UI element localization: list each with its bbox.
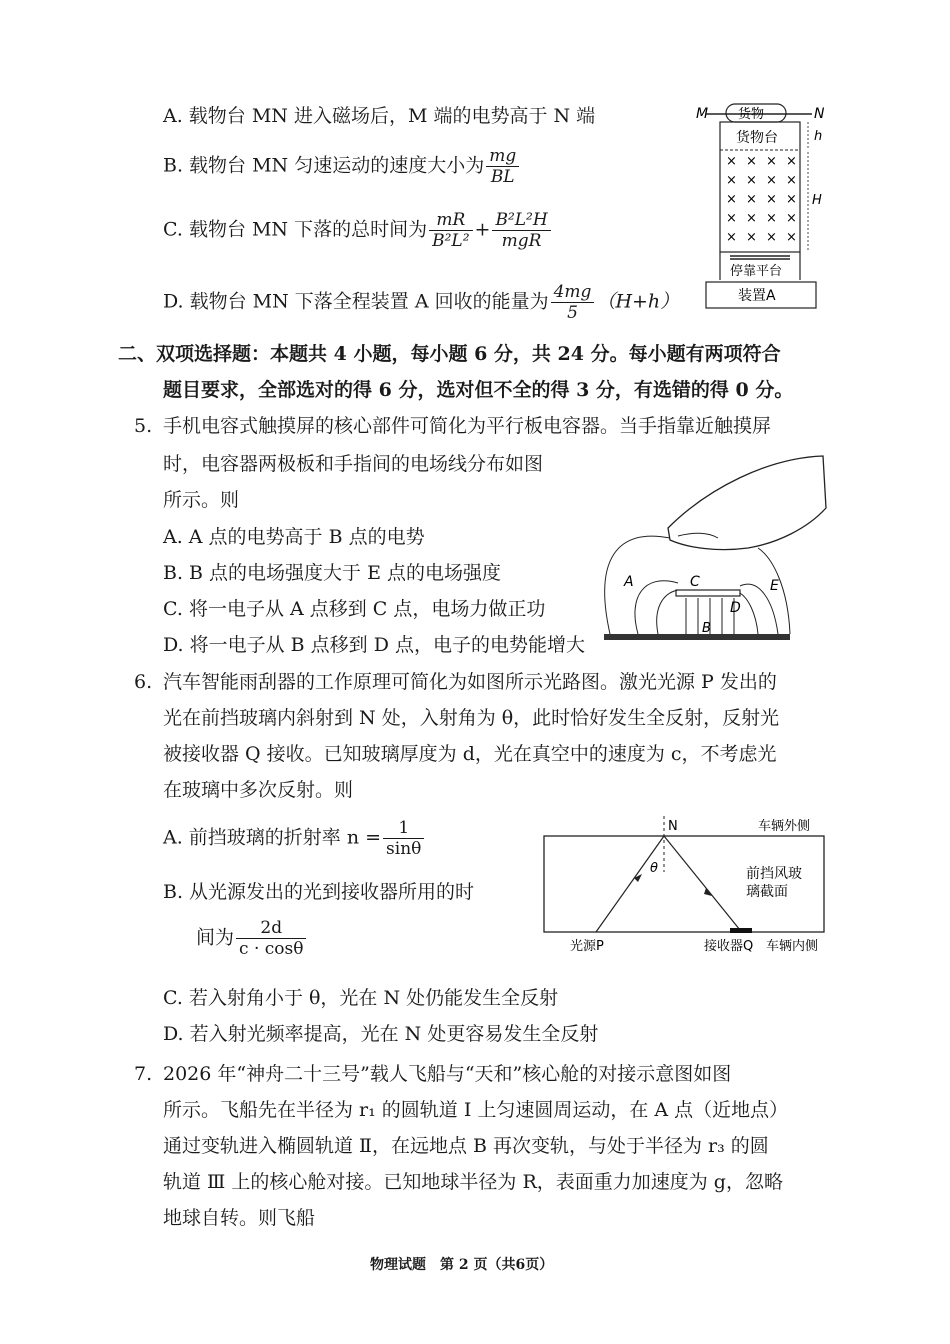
q4-lift-diagram	[690, 100, 830, 315]
q4-option-d-fraction	[551, 282, 595, 323]
field-cross: ×	[766, 211, 777, 226]
q4-option-c-text: C. 载物台 MN 下落的总时间为	[163, 218, 428, 241]
field-cross: ×	[786, 192, 797, 207]
field-cross: ×	[746, 173, 757, 188]
q5-number: 5.	[134, 415, 153, 437]
label-n: N	[668, 819, 678, 834]
field-line	[740, 593, 758, 634]
q6-stem-line-4: 在玻璃中多次反射。则	[163, 779, 354, 801]
point-b-label: B	[702, 621, 711, 636]
cargo-label: 货物	[738, 107, 765, 122]
label-big-h: H	[812, 193, 822, 208]
field-cross: ×	[726, 211, 737, 226]
q6-option-a-text: A. 前挡玻璃的折射率 n =	[163, 826, 382, 849]
field-line	[657, 590, 678, 634]
q6-stem-line-2: 光在前挡玻璃内斜射到 N 处，入射角为 θ，此时恰好发生全反射，反射光	[163, 707, 780, 729]
q7-stem-line-4: 轨道 Ⅲ 上的核心舱对接。已知地球半径为 R，表面重力加速度为 g，忽略	[163, 1171, 783, 1193]
q6-stem-line-1: 汽车智能雨刮器的工作原理可简化为如图所示光路图。激光光源 P 发出的	[163, 671, 777, 693]
point-a-label: A	[624, 574, 634, 590]
label-h: h	[814, 129, 823, 144]
q7-stem-line-1: 2026 年“神舟二十三号”载人飞船与“天和”核心舱的对接示意图如图	[163, 1063, 732, 1085]
q4-option-d-suffix: （H+h）	[596, 290, 680, 313]
q6-option-b-text: 间为	[196, 926, 235, 949]
source-p-label: 光源P	[570, 939, 604, 954]
q6-option-d: D. 若入射光频率提高，光在 N 处更容易发生全反射	[163, 1023, 599, 1045]
q5-option-d: D. 将一电子从 B 点移到 D 点，电子的电势能增大	[163, 634, 585, 656]
q4-option-b-fraction	[486, 146, 519, 187]
section-2-header-line-1: 二、双项选择题：本题共 4 小题，每小题 6 分，共 24 分。每小题有两项符合	[118, 343, 781, 365]
q6-option-c: C. 若入射角小于 θ，光在 N 处仍能发生全反射	[163, 987, 559, 1009]
reflected-ray	[664, 836, 740, 930]
q6-option-b-line-1: B. 从光源发出的光到接收器所用的时	[163, 881, 475, 903]
fraction-numerator: 4mg	[551, 282, 595, 303]
dock-label: 停靠平台	[730, 264, 783, 279]
finger-outline	[668, 456, 826, 550]
q5-touchscreen-field-diagram	[598, 448, 830, 668]
section-2-header-line-2: 题目要求，全部选对的得 6 分，选对但不全的得 3 分，有选错的得 0 分。	[163, 379, 794, 401]
field-cross: ×	[746, 154, 757, 169]
field-cross: ×	[766, 192, 777, 207]
q4-option-d-text: D. 载物台 MN 下落全程装置 A 回收的能量为	[163, 290, 549, 313]
fraction-denominator: BL	[490, 167, 515, 187]
q4-option-c-fraction-2	[492, 210, 550, 251]
receiver-q-label: 接收器Q	[704, 939, 754, 954]
field-cross: ×	[786, 230, 797, 245]
fraction-denominator: c · cosθ	[239, 939, 304, 959]
q4-option-a: A. 载物台 MN 进入磁场后，M 端的电势高于 N 端	[163, 105, 596, 127]
field-cross: ×	[726, 230, 737, 245]
top-plate	[676, 590, 740, 596]
q5-stem-line-3: 所示。则	[163, 489, 240, 511]
q4-option-b-text: B. 载物台 MN 匀速运动的速度大小为	[163, 154, 485, 177]
q5-option-c: C. 将一电子从 A 点移到 C 点，电场力做正功	[163, 598, 546, 620]
fraction-numerator: 1	[383, 818, 424, 839]
fraction-denominator: sinθ	[386, 839, 422, 859]
incident-arrow-icon	[634, 874, 642, 882]
bottom-plate	[604, 634, 790, 640]
magnetic-field-crosses	[726, 154, 797, 245]
reflected-arrow-icon	[704, 888, 712, 896]
q6-option-b-line-2	[196, 918, 308, 959]
field-cross: ×	[746, 230, 757, 245]
field-cross: ×	[726, 192, 737, 207]
q7-stem-line-3: 通过变轨进入椭圆轨道 Ⅱ，在远地点 B 再次变轨，与处于半径为 r₃ 的圆	[163, 1135, 769, 1157]
field-cross: ×	[786, 211, 797, 226]
q6-stem-line-3: 被接收器 Q 接收。已知玻璃厚度为 d，光在真空中的速度为 c，不考虑光	[163, 743, 777, 765]
fraction-numerator: mR	[429, 210, 472, 231]
outside-label: 车辆外侧	[758, 819, 811, 834]
point-d-label: D	[730, 600, 741, 616]
q6-option-a	[163, 818, 426, 859]
field-cross: ×	[726, 154, 737, 169]
label-m: M	[696, 106, 709, 122]
device-a-label: 装置A	[738, 288, 776, 304]
fraction-denominator: mgR	[501, 231, 542, 251]
fraction-numerator: B²L²H	[492, 210, 550, 231]
page-footer: 物理试题 第 2 页（共6页）	[370, 1257, 554, 1273]
glass-label-line-2: 璃截面	[746, 884, 788, 900]
q6-windshield-light-path-diagram	[540, 812, 836, 956]
field-cross: ×	[786, 173, 797, 188]
point-c-label: C	[690, 574, 700, 590]
q4-option-c	[163, 210, 553, 251]
field-cross: ×	[766, 154, 777, 169]
fraction-denominator: 5	[567, 303, 578, 323]
q4-option-b	[163, 146, 521, 187]
q4-option-c-fraction-1	[429, 210, 472, 251]
angle-theta-label: θ	[650, 861, 658, 876]
field-cross: ×	[766, 173, 777, 188]
inside-label: 车辆内侧	[766, 939, 819, 954]
q7-stem-line-5: 地球自转。则飞船	[163, 1207, 316, 1229]
q7-stem-line-2: 所示。飞船先在半径为 r₁ 的圆轨道 Ⅰ 上匀速圆周运动，在 A 点（近地点）	[163, 1099, 789, 1121]
fraction-numerator: 2d	[236, 918, 306, 939]
q6-option-a-fraction	[383, 818, 424, 859]
q7-number: 7.	[134, 1063, 153, 1085]
fingernail-curve	[678, 533, 718, 538]
q5-stem-line-1: 手机电容式触摸屏的核心部件可简化为平行板电容器。当手指靠近触摸屏	[163, 415, 772, 437]
q5-stem-line-2: 时，电容器两极板和手指间的电场线分布如图	[163, 453, 544, 475]
q5-option-a: A. A 点的电势高于 B 点的电势	[163, 526, 425, 548]
point-e-label: E	[770, 578, 779, 594]
q5-option-b: B. B 点的电场强度大于 E 点的电场强度	[163, 562, 501, 584]
fraction-numerator: mg	[486, 146, 519, 167]
incident-ray	[596, 836, 664, 932]
receiver-q	[730, 928, 752, 933]
plus-sign: +	[474, 218, 491, 241]
field-line	[605, 536, 670, 634]
field-cross: ×	[746, 192, 757, 207]
field-cross: ×	[726, 173, 737, 188]
field-cross: ×	[746, 211, 757, 226]
glass-label-line-1: 前挡风玻	[746, 866, 802, 882]
q6-number: 6.	[134, 671, 153, 693]
q6-option-b-fraction	[236, 918, 306, 959]
fraction-denominator: B²L²	[432, 231, 470, 251]
field-cross: ×	[786, 154, 797, 169]
platform-label: 货物台	[736, 130, 778, 146]
label-n: N	[814, 106, 825, 122]
q4-option-d	[163, 282, 679, 323]
field-cross: ×	[766, 230, 777, 245]
